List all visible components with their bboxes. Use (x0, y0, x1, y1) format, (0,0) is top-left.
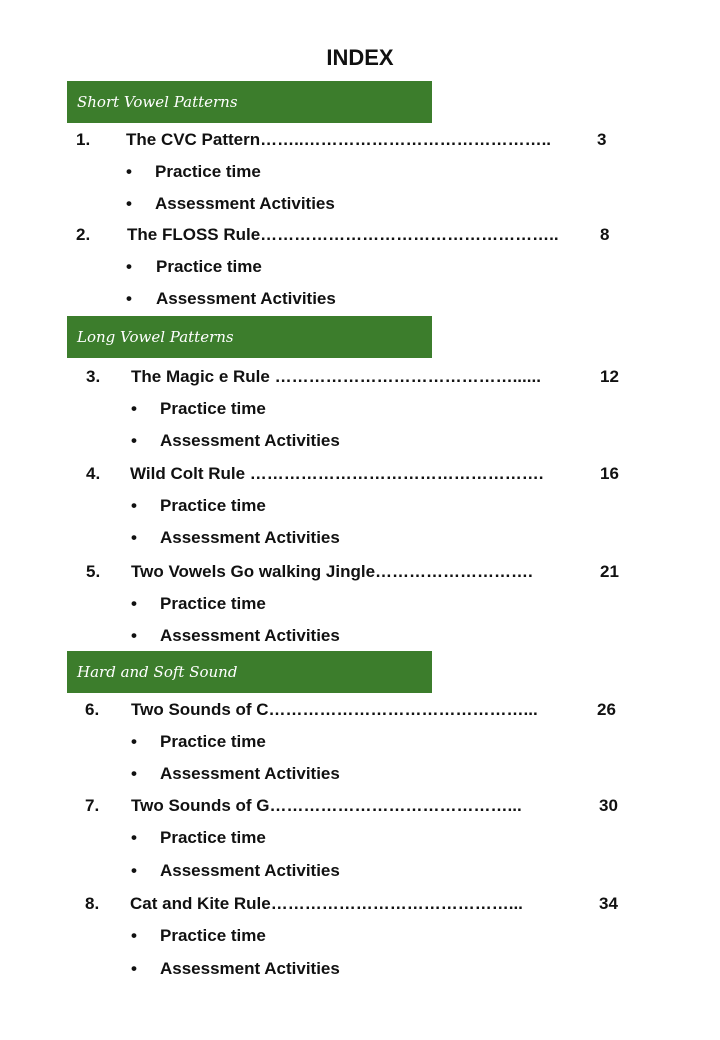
bullet-icon: • (131, 594, 137, 613)
sub-item-label: Practice time (160, 496, 266, 515)
sub-item-label: Practice time (155, 162, 261, 181)
bullet-icon: • (131, 399, 137, 418)
bullet-icon: • (131, 496, 137, 515)
entry-number: 4. (86, 464, 101, 483)
entry-title: The CVC Pattern……..…………………………………….. (126, 130, 552, 149)
bullet-icon: • (131, 764, 137, 783)
index-title: INDEX (326, 45, 394, 70)
sub-item-label: Assessment Activities (156, 289, 336, 308)
entry-page: 3 (597, 130, 607, 149)
entry-title: Cat and Kite Rule……………………………………... (130, 894, 523, 913)
entry-page: 21 (600, 562, 619, 581)
sub-item-label: Assessment Activities (160, 528, 340, 547)
sub-item-label: Practice time (160, 732, 266, 751)
bullet-icon: • (126, 289, 132, 308)
bullet-icon: • (126, 162, 132, 181)
bullet-icon: • (131, 626, 137, 645)
sub-item-label: Practice time (156, 257, 262, 276)
section-heading: Short Vowel Patterns (77, 93, 238, 111)
sub-item-label: Practice time (160, 926, 266, 945)
bullet-icon: • (126, 194, 132, 213)
section-heading: Hard and Soft Sound (77, 663, 238, 681)
entry-number: 6. (85, 700, 100, 719)
sub-item-label: Assessment Activities (160, 959, 340, 978)
sub-item-label: Assessment Activities (160, 431, 340, 450)
section-heading: Long Vowel Patterns (77, 328, 234, 346)
sub-item-label: Assessment Activities (160, 626, 340, 645)
entry-title: Two Vowels Go walking Jingle………………………. (131, 562, 533, 581)
sub-item-label: Practice time (160, 399, 266, 418)
bullet-icon: • (131, 732, 137, 751)
bullet-icon: • (126, 257, 132, 276)
entry-title: Two Sounds of C………………………………………... (131, 700, 538, 719)
entry-page: 30 (599, 796, 618, 815)
entry-title: The Magic e Rule ……………………………………...... (131, 367, 541, 386)
entry-number: 3. (86, 367, 101, 386)
entry-title: The FLOSS Rule…………………………………………….. (127, 225, 559, 244)
bullet-icon: • (131, 431, 137, 450)
entry-number: 2. (76, 225, 91, 244)
entry-number: 1. (76, 130, 91, 149)
entry-number: 5. (86, 562, 101, 581)
entry-title: Wild Colt Rule ……………………………………………. (130, 464, 544, 483)
bullet-icon: • (131, 528, 137, 547)
bullet-icon: • (131, 926, 137, 945)
section-header-long-vowel (67, 316, 432, 358)
bullet-icon: • (131, 861, 137, 880)
entry-number: 8. (85, 894, 100, 913)
sub-item-label: Practice time (160, 828, 266, 847)
entry-page: 34 (599, 894, 618, 913)
sub-item-label: Assessment Activities (155, 194, 335, 213)
sub-item-label: Assessment Activities (160, 861, 340, 880)
entry-page: 26 (597, 700, 616, 719)
entry-number: 7. (85, 796, 100, 815)
entry-title: Two Sounds of G……………………………………... (131, 796, 522, 815)
bullet-icon: • (131, 828, 137, 847)
sub-item-label: Practice time (160, 594, 266, 613)
entry-page: 8 (600, 225, 610, 244)
entry-page: 16 (600, 464, 619, 483)
entry-page: 12 (600, 367, 619, 386)
sub-item-label: Assessment Activities (160, 764, 340, 783)
section-header-short-vowel (67, 81, 432, 123)
bullet-icon: • (131, 959, 137, 978)
section-header-hard-soft (67, 651, 432, 693)
